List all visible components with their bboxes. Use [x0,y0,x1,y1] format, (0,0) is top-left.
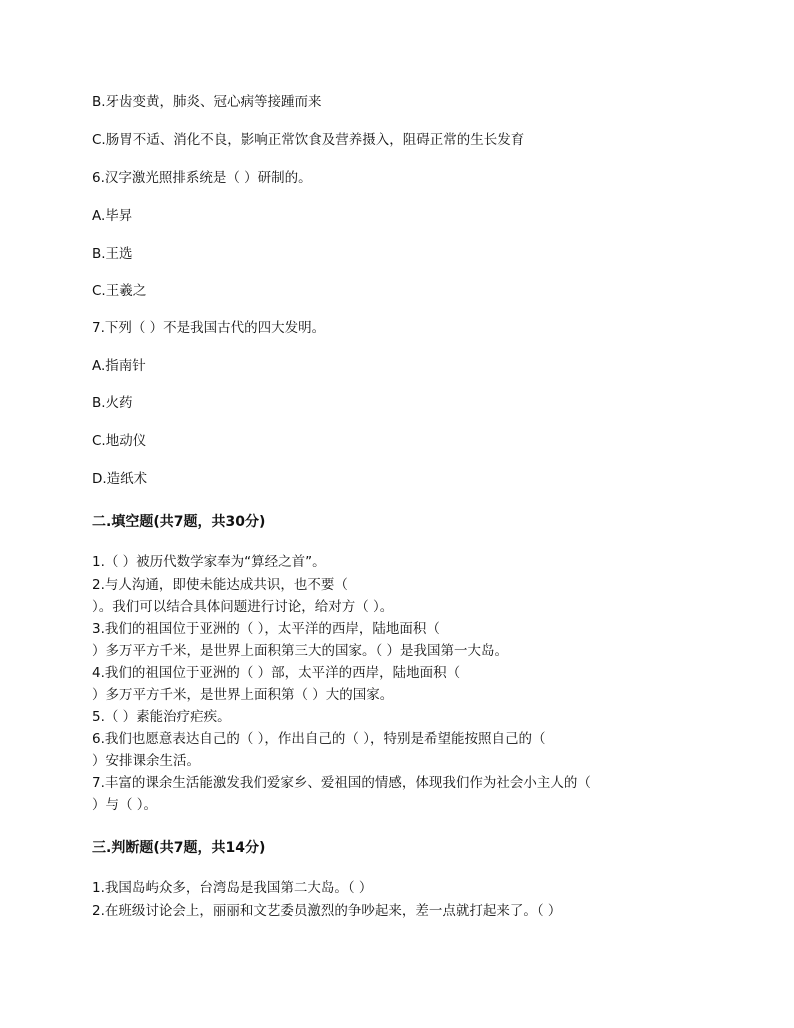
fill-blank-line: 6.我们也愿意表达自己的（ ），作出自己的（ ），特别是希望能按照自己的（ [92,731,546,747]
fill-blank-line: ）安排课余生活。 [92,753,200,769]
question-stem: 6.汉字激光照排系统是（ ）研制的。 [92,170,312,186]
fill-blank-line: 3.我们的祖国位于亚洲的（ ），太平洋的西岸，陆地面积（ [92,621,440,637]
fill-blank-line: ）多万平方千米，是世界上面积第三大的国家。（ ）是我国第一大岛。 [92,643,509,659]
option-text: B.王选 [92,246,133,262]
option-text: B.火药 [92,395,133,411]
fill-blank-line: 1.（ ）被历代数学家奉为“算经之首”。 [92,554,326,570]
option-text: A.指南针 [92,358,146,374]
judge-line: 1.我国岛屿众多，台湾岛是我国第二大岛。（ ） [92,880,373,896]
fill-blank-line: ）多万平方千米，是世界上面积第（ ）大的国家。 [92,687,394,703]
option-text: D.造纸术 [92,471,148,487]
judge-line: 2.在班级讨论会上，丽丽和文艺委员激烈的争吵起来，差一点就打起来了。（ ） [92,903,562,919]
fill-blank-line: ）与（ ）。 [92,797,158,813]
fill-blank-line: 4.我们的祖国位于亚洲的（ ）部，太平洋的西岸，陆地面积（ [92,665,461,681]
option-text: C.地动仪 [92,433,147,449]
option-text: C.肠胃不适、消化不良，影响正常饮食及营养摄入，阻碍正常的生长发育 [92,132,525,148]
section-heading: 二.填空题(共7题，共30分) [92,514,266,530]
fill-blank-line: 2.与人沟通，即使未能达成共识，也不要（ [92,577,348,593]
section-heading: 三.判断题(共7题，共14分) [92,840,266,856]
option-text: A.毕昇 [92,208,133,224]
option-text: B.牙齿变黄，肺炎、冠心病等接踵而来 [92,94,322,110]
fill-blank-line: 7.丰富的课余生活能激发我们爱家乡、爱祖国的情感，体现我们作为社会小主人的（ [92,775,591,791]
option-text: C.王羲之 [92,283,147,299]
fill-blank-line: 5.（ ）素能治疗疟疾。 [92,709,231,725]
question-stem: 7.下列（ ）不是我国古代的四大发明。 [92,320,326,336]
fill-blank-line: ）。我们可以结合具体问题进行讨论，给对方（ ）。 [92,599,394,615]
